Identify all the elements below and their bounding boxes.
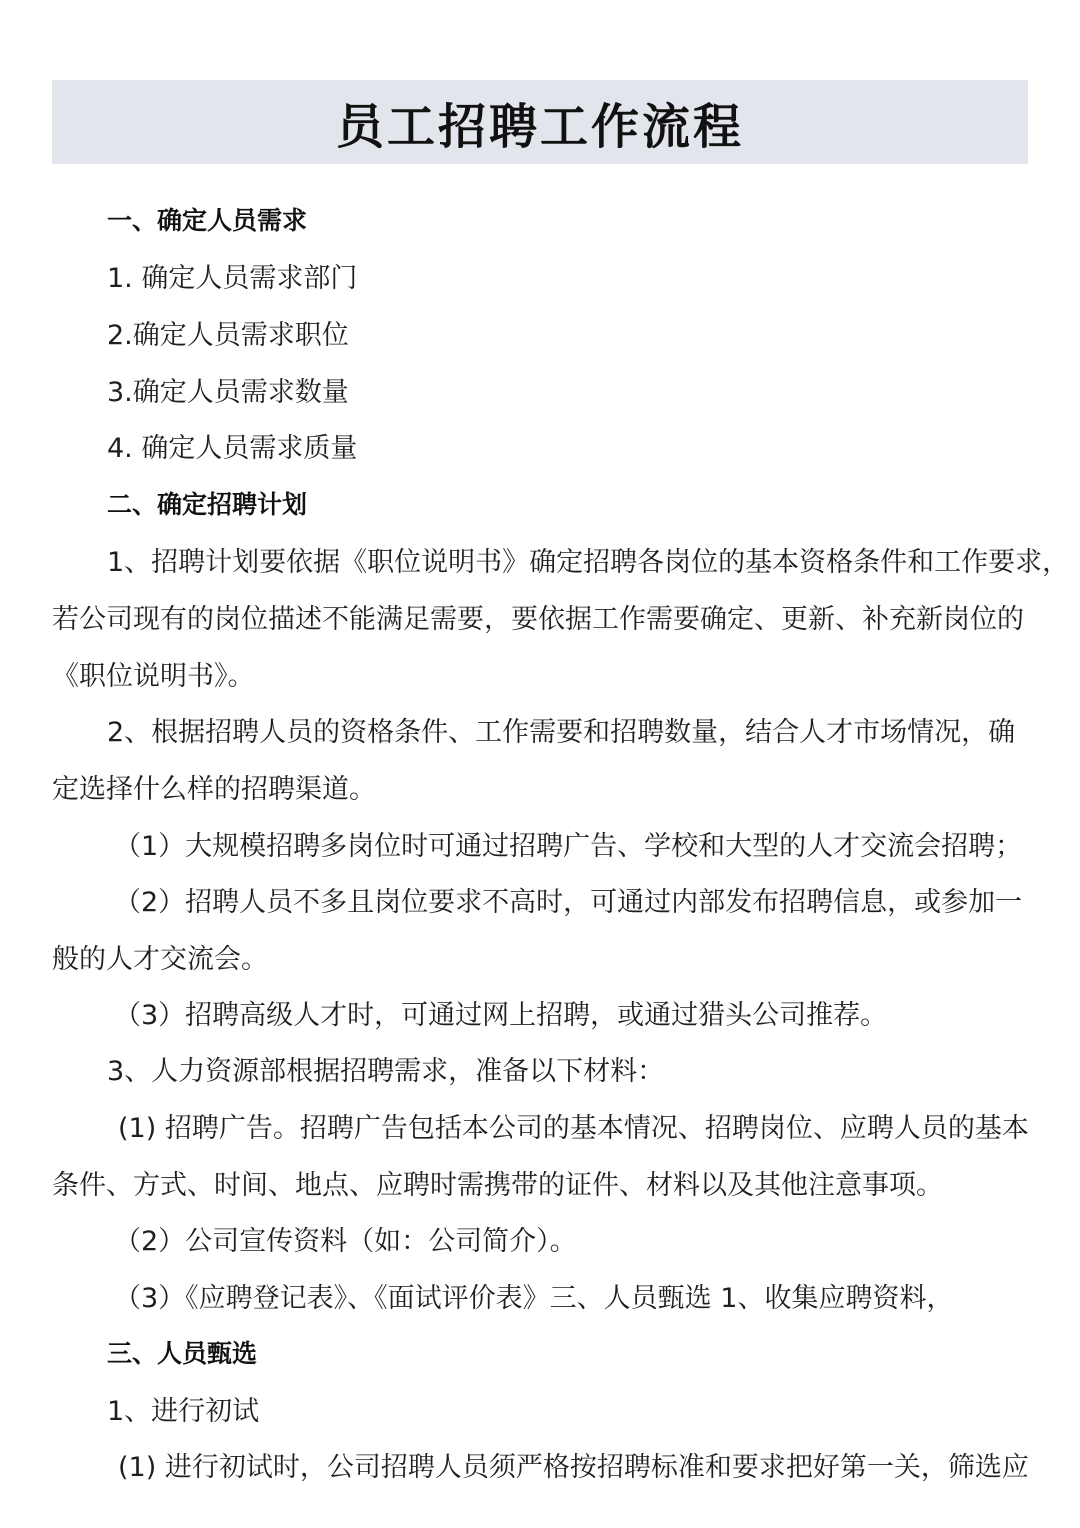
paragraph-line: 1、进行初试 — [107, 1396, 260, 1427]
section-heading-3: 三、人员甄选 — [107, 1339, 258, 1368]
paragraph-line: （3）招聘高级人才时，可通过网上招聘，或通过猎头公司推荐。 — [114, 1000, 888, 1031]
paragraph-line: 条件、方式、时间、地点、应聘时需携带的证件、材料以及其他注意事项。 — [52, 1170, 943, 1201]
paragraph-line: （3）《应聘登记表》、《面试评价表》三、人员甄选 1、收集应聘资料， — [114, 1283, 954, 1314]
list-item-4: 4. 确定人员需求质量 — [107, 433, 358, 464]
paragraph-line: 2、根据招聘人员的资格条件、工作需要和招聘数量，结合人才市场情况，确 — [107, 717, 1016, 748]
paragraph-line: 般的人才交流会。 — [52, 944, 268, 975]
paragraph-line: 《职位说明书》。 — [52, 661, 255, 692]
section-heading-1: 一、确定人员需求 — [107, 206, 308, 235]
paragraph-line: （2）招聘人员不多且岗位要求不高时，可通过内部发布招聘信息，或参加一 — [114, 887, 1023, 918]
paragraph-line: 1、招聘计划要依据《职位说明书》确定招聘各岗位的基本资格条件和工作要求， — [107, 547, 1070, 578]
paragraph-line: （2）公司宣传资料（如：公司简介）。 — [114, 1226, 577, 1257]
title-banner — [52, 80, 1028, 164]
section-heading-2: 二、确定招聘计划 — [107, 490, 308, 519]
paragraph-line: （1）大规模招聘多岗位时可通过招聘广告、学校和大型的人才交流会招聘； — [114, 831, 1023, 862]
paragraph-line: (1) 招聘广告。招聘广告包括本公司的基本情况、招聘岗位、应聘人员的基本 — [118, 1113, 1029, 1144]
paragraph-line: 3、人力资源部根据招聘需求，准备以下材料： — [107, 1056, 665, 1087]
list-item-3: 3.确定人员需求数量 — [107, 377, 349, 408]
paragraph-line: 定选择什么样的招聘渠道。 — [52, 774, 376, 805]
list-item-1: 1. 确定人员需求部门 — [107, 263, 358, 294]
list-item-2: 2.确定人员需求职位 — [107, 320, 349, 351]
page-title: 员工招聘工作流程 — [335, 98, 744, 155]
paragraph-line: 若公司现有的岗位描述不能满足需要，要依据工作需要确定、更新、补充新岗位的 — [52, 604, 1024, 635]
paragraph-line: (1) 进行初试时，公司招聘人员须严格按招聘标准和要求把好第一关，筛选应 — [118, 1452, 1029, 1483]
